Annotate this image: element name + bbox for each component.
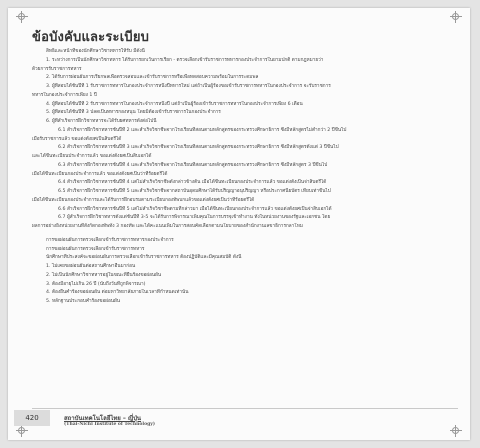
registration-mark-icon bbox=[450, 11, 462, 23]
page-number: 420 bbox=[14, 410, 50, 426]
text-line: นักศึกษาที่ประสงค์จะขอผ่อนผันการตรวจเลือกเข้ารับราชการทหาร ต้องปฏิบัติและมีคุณสมบัติ ดังนี้ bbox=[46, 255, 242, 261]
text-line: 1. ระหว่างการเป็นนักศึกษาวิชาทหาร ได้รับการยกเว้นการเรียก - ตรวจเลือกเข้ารับราชการทหารกองประจำการในยามปกติ ตามกฎหมายว่า bbox=[46, 57, 324, 63]
text-line: 6.7 ผู้สำเร็จการฝึกวิชาทหารตั้งแต่ชั้นปีที่ 3-5 จะได้รับการพิจารณาเพิ่มคุณในการบรรจุเข้าทำงาน ทั้งในหน่วยงานของรัฐและเอกชน โดย bbox=[58, 215, 331, 221]
text-line: และได้ขึ้นทะเบียนประจำการแล้ว ขอแต่งตั้งยศเป็นสิบเอกได้ bbox=[32, 154, 152, 159]
footer-school-name-en: (Thai-Nichi Institute of Technology) bbox=[64, 422, 155, 427]
registration-mark-icon bbox=[16, 425, 28, 437]
text-line: 3. ต้องมีอายุไม่เกิน 26 ปี (นับถึงวันที่ถูกพิจารณา) bbox=[46, 281, 146, 287]
text-line: 6.1 สำเร็จการฝึกวิชาทหารชั้นปีที่ 2 และสำเร็จวิชาชีพจากโรงเรียนที่สอนตามหลักสูตรของกระทรวงศึกษาธิการ ซึ่งมีหลักสูตรไม่ต่ำกว่า 2 ปีขึ้นไป bbox=[58, 127, 347, 133]
document-body bbox=[32, 48, 458, 307]
footer-divider bbox=[32, 408, 458, 409]
text-line: 5. หลักฐานประกอบคำร้องขอผ่อนผัน bbox=[46, 299, 120, 304]
text-line: 6.5 สำเร็จการฝึกวิชาทหารชั้นปีที่ 5 และสำเร็จวิชาชีพจากสถาบันอุดมศึกษาได้รับปริญญาอนุปริญญา หรือประกาศนียบัตร เทียบเท่าขึ้นไป bbox=[58, 189, 331, 194]
text-line: 1. ไม่เคยขอผ่อนผันต่อสถานศึกษาอื่นมาก่อน bbox=[46, 264, 136, 269]
text-line: 6.6 สำเร็จการฝึกวิชาทหารชั้นปีที่ 5 แต่ไม่สำเร็จวิชาชีพตามที่กล่าวมา เมื่อได้ขึ้นทะเบียนกองประจำการแล้ว ขอแต่งตั้งยศเป็นจ่าสิบเอกได้ bbox=[58, 206, 332, 212]
document-page bbox=[8, 8, 470, 440]
text-line: 4. ผู้ที่สอบได้ชั้นปีที่ 2 รับราชการทหารในกองประจำการหนึ่งปี แต่ถ้าเป็นผู้ร้องเข้ารับราชการทหารในกองประจำการเพียง 6 เดือน bbox=[46, 101, 303, 107]
text-line: 6.3 สำเร็จการฝึกวิชาทหารชั้นปีที่ 4 และสำเร็จวิชาชีพจากโรงเรียนที่สอนตามหลักสูตรของกระทรวงศึกษาธิการ ซึ่งมีหลักสูตร 3 ปีขึ้นไป bbox=[58, 162, 328, 168]
page-title: ข้อบังคับและระเบียบ bbox=[32, 30, 150, 45]
text-line: สิทธิและหน้าที่ของนักศึกษาวิชาทหารให้รับ มีดังนี้ bbox=[46, 49, 145, 54]
text-line: เมื่อได้ขึ้นทะเบียนกองประจำการและได้รับการฝึกอบรมตามระเบียบกองทัพบกแล้วขอแต่งตั้งยศเป็นว่าที่ร้อยตรีได้ bbox=[32, 197, 255, 203]
text-line: 2. ได้รับการผ่อนผันการเรียกพลเพื่อตรวจสอบและเข้ารับราชการหรือเพื่อทดสอบความพร้อมในการระดมพล bbox=[46, 75, 259, 81]
text-line: การขอผ่อนผันการตรวจเลือกเข้ารับราชการทหาร bbox=[46, 246, 145, 252]
footer-school-name: สถาบันเทคโนโลยีไทย – ญี่ปุ่น bbox=[64, 415, 142, 422]
text-line: 4. ต้องยื่นคำร้องขอผ่อนผัน ต่อมหาวิทยาลัยภายในเวลาที่กำหนดเท่านั้น bbox=[46, 290, 189, 296]
text-line: ผลการอย่างยิ่งหน่วยงานที่สังกัดกองทัพทั้ง 3 กองทัพ และได้คะแนนเพิ่มในการสอบคัดเลือกตามนโยบายของสำนักงานเลขาธิการกลาโหม bbox=[32, 224, 303, 229]
text-line: ด้วยการรับราชการทหาร bbox=[32, 66, 82, 72]
text-line: เมื่อได้ขึ้นทะเบียนกองประจำการแล้ว ขอแต่งตั้งยศเป็นว่าที่ร้อยตรีได้ bbox=[32, 171, 168, 177]
text-line: 2. ไม่เป็นนักศึกษาวิชาทหารอยู่ในขณะที่ยื่นร้องขอผ่อนผัน bbox=[46, 272, 162, 278]
text-line: 6. ผู้ที่สำเร็จการฝึกวิชาทหารจะได้รับยศทหารดังต่อไปนี้ bbox=[46, 119, 157, 124]
text-line: การขอผ่อนผันการตรวจเลือกเข้ารับราชการทหารกองประจำการ bbox=[46, 237, 174, 243]
text-line: เมื่อรับราชการแล้ว ขอแต่งตั้งยศเป็นสิบตรีได้ bbox=[32, 136, 122, 142]
text-line: 5. ผู้ที่สอบได้ชั้นปีที่ 3 ปลดเป็นทหารกองหนุน โดยมิต้องเข้ารับราชการในกองประจำการ bbox=[46, 110, 221, 116]
registration-mark-icon bbox=[16, 11, 28, 23]
text-line: 6.4 สำเร็จการฝึกวิชาทหารชั้นปีที่ 4 แต่ไม่สำเร็จวิชาชีพดังกล่าวข้างต้น เมื่อได้ขึ้นทะเบียนกองประจำการแล้ว ขอแต่งตั้งเป็นจ่าสิบตรีได้ bbox=[58, 180, 327, 186]
registration-mark-icon bbox=[450, 425, 462, 437]
text-line: 3. ผู้ที่สอบได้ชั้นปีที่ 1 รับราชการทหารในกองประจำการหนึ่งปีทหารใหม่ แต่ถ้าเป็นผู้ร้องขอเข้ารับราชการทหารในกองประจำการ จะรับราชการ bbox=[46, 84, 331, 89]
text-line: ทหารในกองประจำการเพียง 1 ปี bbox=[32, 92, 97, 98]
text-line: 6.2 สำเร็จการฝึกวิชาทหารชั้นปีที่ 3 และสำเร็จวิชาชีพจากโรงเรียนที่สอนตามหลักสูตรของกระทรวงศึกษาธิการ ซึ่งมีหลักสูตรตั้งแต่ 3 ปีขึ้นไป bbox=[58, 145, 339, 151]
